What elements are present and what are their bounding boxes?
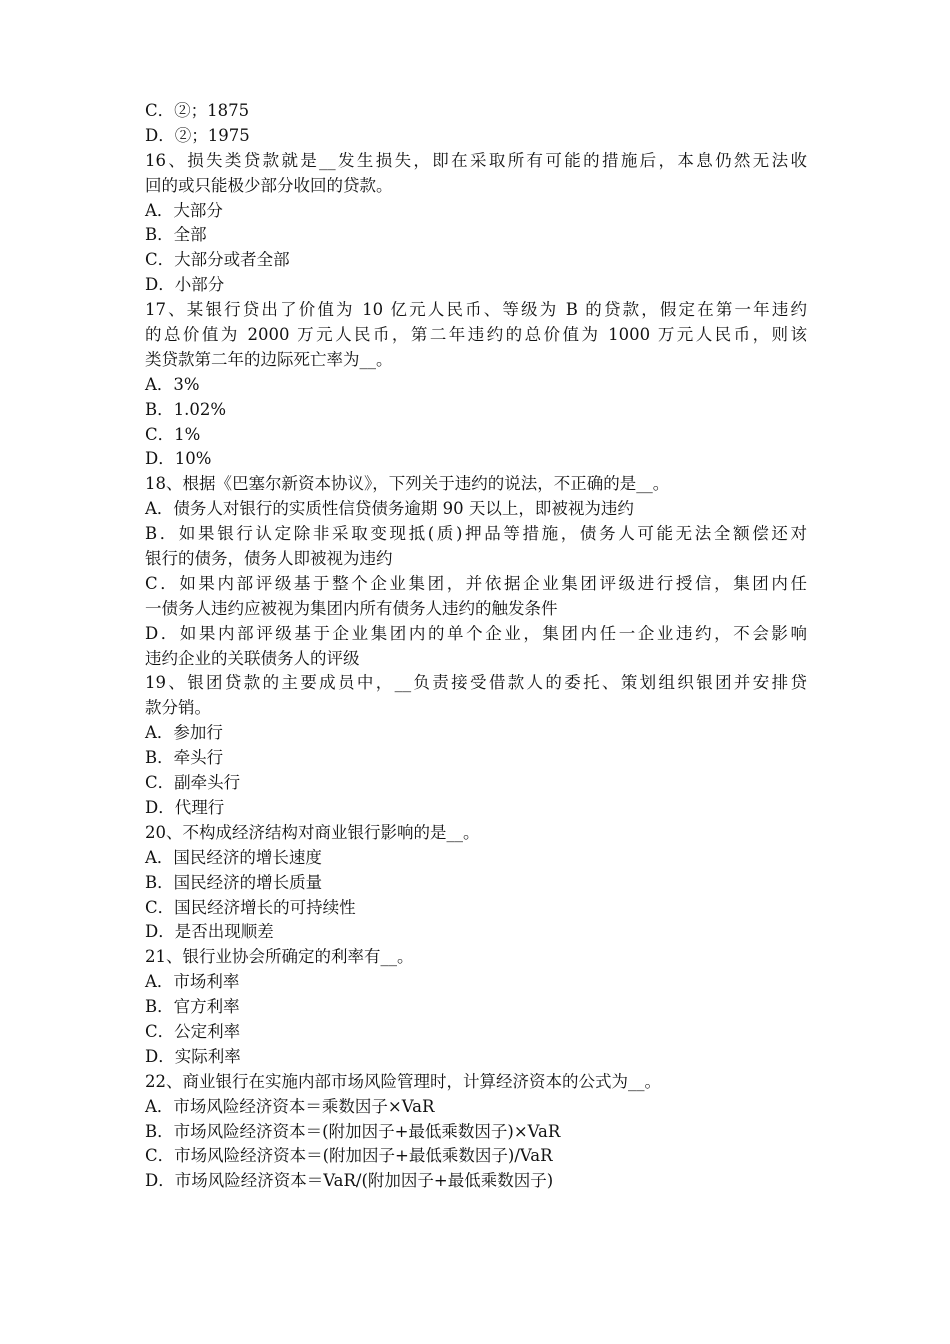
- answer-option: [145, 1144, 807, 1169]
- answer-option: [145, 721, 807, 746]
- text-line: D．实际利率: [145, 1046, 241, 1066]
- text-line: C．国民经济增长的可持续性: [145, 897, 356, 917]
- answer-option: [145, 846, 807, 871]
- text-line: 22、商业银行在实施内部市场风险管理时，计算经济资本的公式为__。: [145, 1071, 661, 1091]
- answer-option: [145, 223, 807, 248]
- text-line: C．公定利率: [145, 1021, 241, 1041]
- answer-option: [145, 1045, 807, 1070]
- text-line: 16、损失类贷款就是__发生损失，即在采取所有可能的措施后，本息仍然无法收: [145, 150, 807, 170]
- text-line: 20、不构成经济结构对商业银行影响的是__。: [145, 822, 480, 842]
- answer-option: [145, 398, 807, 423]
- answer-option: [145, 796, 807, 821]
- question-text: [145, 945, 807, 970]
- question-text: [145, 298, 807, 373]
- question-text: [145, 149, 807, 199]
- answer-option: [145, 373, 807, 398]
- answer-option: [145, 995, 807, 1020]
- text-line: B．全部: [145, 225, 207, 245]
- text-line: D．②；1975: [145, 125, 250, 145]
- text-line: A．3%: [145, 374, 200, 394]
- answer-option: [145, 124, 807, 149]
- text-line: C．②；1875: [145, 101, 250, 120]
- text-line: B．官方利率: [145, 997, 240, 1017]
- answer-option: [145, 447, 807, 472]
- text-line: 违约企业的关联债务人的评级: [145, 648, 360, 668]
- text-line: D．10%: [145, 449, 212, 469]
- question-text: [145, 671, 807, 721]
- answer-option: [145, 920, 807, 945]
- question-text: [145, 821, 807, 846]
- question-text: [145, 522, 807, 572]
- text-line: A．市场风险经济资本＝乘数因子×VaR: [145, 1096, 435, 1116]
- text-line: 18、根据《巴塞尔新资本协议》，下列关于违约的说法，不正确的是__。: [145, 474, 670, 494]
- text-line: D．如果内部评级基于企业集团内的单个企业，集团内任一企业违约，不会影响: [145, 623, 807, 643]
- text-line: B．市场风险经济资本＝(附加因子+最低乘数因子)×VaR: [145, 1121, 561, 1141]
- document-body: [145, 99, 807, 1194]
- text-line: C．1%: [145, 424, 201, 444]
- answer-option: [145, 248, 807, 273]
- text-line: 回的或只能极少部分收回的贷款。: [145, 175, 393, 195]
- text-line: B．1.02%: [145, 399, 227, 419]
- question-text: [145, 572, 807, 622]
- text-line: D．小部分: [145, 275, 225, 295]
- answer-option: [145, 746, 807, 771]
- text-line: B．国民经济的增长质量: [145, 872, 323, 892]
- text-line: 银行的债务，债务人即被视为违约: [145, 549, 393, 569]
- text-line: B．牵头行: [145, 748, 224, 768]
- question-text: [145, 1070, 807, 1095]
- text-line: 类贷款第二年的边际死亡率为__。: [145, 349, 393, 369]
- text-line: 17、某银行贷出了价值为 10 亿元人民币、等级为 B 的贷款，假定在第一年违约: [145, 300, 807, 320]
- answer-option: [145, 871, 807, 896]
- text-line: D．市场风险经济资本＝VaR/(附加因子+最低乘数因子): [145, 1171, 554, 1191]
- text-line: 一债务人违约应被视为集团内所有债务人违约的触发条件: [145, 598, 558, 618]
- text-line: 19、银团贷款的主要成员中，__负责接受借款人的委托、策划组织银团并安排贷: [145, 673, 807, 693]
- answer-option: [145, 1095, 807, 1120]
- answer-option: [145, 896, 807, 921]
- answer-option: [145, 970, 807, 995]
- text-line: A．债务人对银行的实质性信贷债务逾期 90 天以上，即被视为违约: [145, 499, 634, 519]
- question-text: [145, 622, 807, 672]
- question-text: [145, 472, 807, 497]
- text-line: D．代理行: [145, 797, 225, 817]
- text-line: C．如果内部评级基于整个企业集团，并依据企业集团评级进行授信，集团内任: [145, 573, 807, 593]
- answer-option: [145, 1169, 807, 1194]
- answer-option: [145, 497, 807, 522]
- text-line: D．是否出现顺差: [145, 922, 274, 942]
- text-line: A．大部分: [145, 200, 223, 220]
- text-line: A．市场利率: [145, 972, 240, 992]
- text-line: 的总价值为 2000 万元人民币，第二年违约的总价值为 1000 万元人民币，则该: [145, 325, 807, 345]
- answer-option: [145, 1020, 807, 1045]
- text-line: B．如果银行认定除非采取变现抵(质)押品等措施，债务人可能无法全额偿还对: [145, 524, 807, 544]
- text-line: C．大部分或者全部: [145, 250, 290, 270]
- text-line: C．副牵头行: [145, 773, 241, 793]
- text-line: A．国民经济的增长速度: [145, 847, 322, 867]
- answer-option: [145, 99, 807, 124]
- answer-option: [145, 273, 807, 298]
- text-line: 款分销。: [145, 698, 211, 718]
- text-line: C．市场风险经济资本＝(附加因子+最低乘数因子)/VaR: [145, 1146, 553, 1166]
- answer-option: [145, 199, 807, 224]
- answer-option: [145, 1120, 807, 1145]
- text-line: 21、银行业协会所确定的利率有__。: [145, 947, 414, 967]
- text-line: A．参加行: [145, 723, 223, 743]
- answer-option: [145, 771, 807, 796]
- answer-option: [145, 423, 807, 448]
